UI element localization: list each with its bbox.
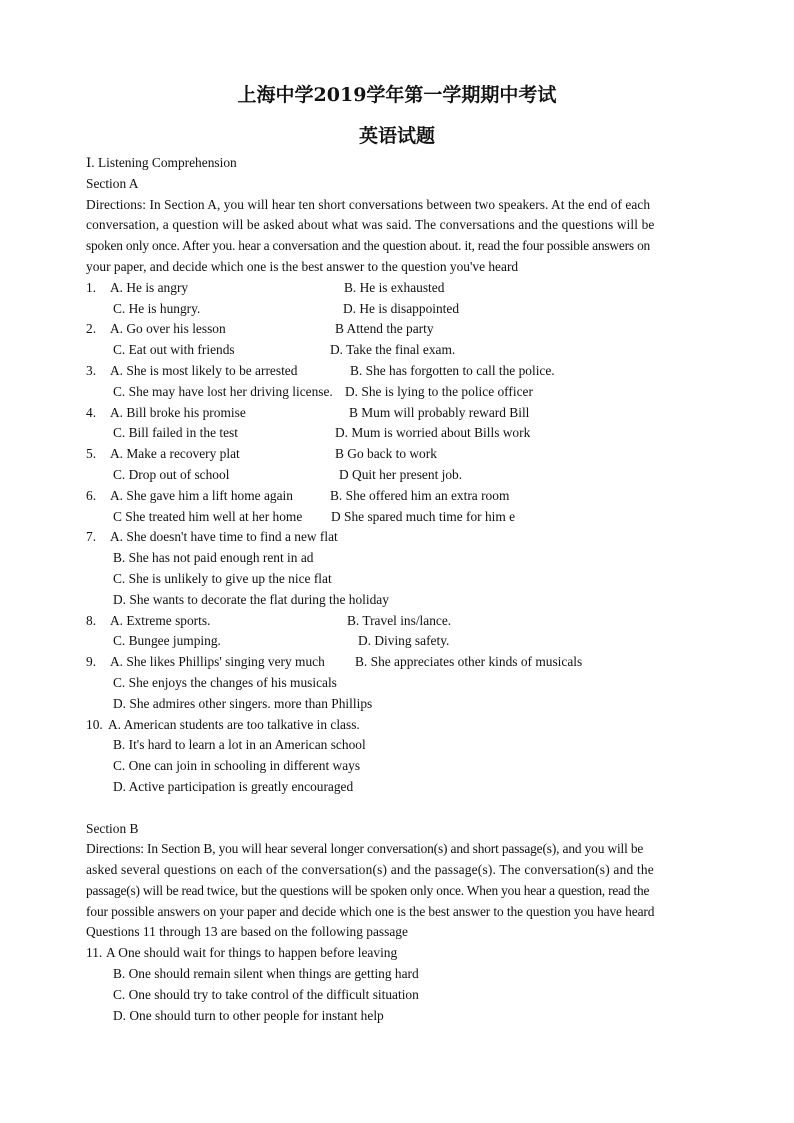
option-b: B. She appreciates other kinds of musicals [355, 654, 583, 670]
question-number: 7. [86, 529, 97, 545]
option-a: A. She is most likely to be arrested [110, 362, 298, 378]
spacer [86, 798, 700, 819]
question-6-row2 [86, 507, 700, 528]
question-8-row2 [86, 631, 700, 652]
option-b: B Attend the party [335, 321, 434, 337]
question-number: 8. [86, 612, 97, 628]
question-2 [86, 319, 700, 340]
option-a: A. She likes Phillips' singing very much [110, 654, 325, 670]
option-d: D. She is lying to the police officer [345, 383, 533, 399]
option-b: B. She offered him an extra room [330, 487, 510, 503]
option-b: B Go back to work [335, 446, 437, 462]
option-b: B. One should remain silent when things are getting hard [113, 966, 419, 982]
option-c: C. One should try to take control of the difficult situation [113, 986, 419, 1002]
question-number: 4. [86, 404, 97, 420]
section-b-directions-line: passage(s) will be read twice, but the questions will be spoken only once. When you hear a question, read the [86, 882, 650, 898]
question-2-row2 [86, 340, 700, 361]
option-a: A. She gave him a lift home again [110, 487, 293, 503]
question-1-row2 [86, 299, 700, 320]
option-d: D. Active participation is greatly encouraged [113, 778, 354, 794]
page-title: 上海中学2019学年第一学期期中考试 [237, 84, 557, 106]
option-a: A One should wait for things to happen before leaving [106, 945, 398, 961]
question-number: 5. [86, 446, 97, 462]
option-b: B. It's hard to learn a lot in an American school [113, 737, 366, 753]
question-number: 6. [86, 487, 97, 503]
option-a: A. American students are too talkative in class. [108, 716, 360, 732]
section-a-directions-line: your paper, and decide which one is the best answer to the question you've heard [86, 258, 519, 274]
option-a: A. He is angry [110, 279, 189, 295]
section-b-heading: Section B [86, 820, 139, 836]
option-a: A. Make a recovery plat [110, 446, 240, 462]
option-b: B. He is exhausted [344, 279, 445, 295]
question-4-row2 [86, 423, 700, 444]
option-d: D. She admires other singers. more than Phillips [113, 695, 373, 711]
section-b-directions-line: four possible answers on your paper and decide which one is the best answer to the question you have heard [86, 903, 655, 919]
question-1 [86, 278, 700, 299]
page-subtitle: 英语试题 [358, 125, 435, 147]
question-3-row2 [86, 382, 700, 403]
question-number: 2. [86, 321, 97, 337]
option-c: C She treated him well at her home [113, 508, 303, 524]
section-b-directions-line: Directions: In Section B, you will hear several longer conversation(s) and short passage(s), and you will be [86, 841, 644, 857]
option-c: C. She may have lost her driving license. [113, 383, 333, 399]
option-a: A. She doesn't have time to find a new flat [110, 529, 338, 545]
question-10 [86, 715, 700, 736]
option-d: D. Mum is worried about Bills work [335, 425, 531, 441]
section-a-directions-line: spoken only once. After you. hear a conversation and the question about. it, read the four possible answers on [86, 238, 651, 254]
option-d: D. He is disappointed [343, 300, 460, 316]
option-c: C. Bungee jumping. [113, 633, 221, 649]
question-number: 10. [86, 716, 103, 732]
question-number: 3. [86, 362, 97, 378]
option-d: D Quit her present job. [339, 466, 463, 482]
option-d: D She spared much time for him e [331, 508, 516, 524]
option-a: A. Go over his lesson [110, 321, 226, 337]
section-b-directions-line: asked several questions on each of the conversation(s) and the passage(s). The conversation(s) and the [86, 862, 654, 878]
section-a-heading: Section A [86, 175, 139, 191]
option-d: D. One should turn to other people for instant help [113, 1007, 384, 1023]
option-c: C. She is unlikely to give up the nice flat [113, 570, 332, 586]
option-a: A. Bill broke his promise [110, 404, 246, 420]
option-d: D. Diving safety. [358, 633, 450, 649]
question-3 [86, 361, 700, 382]
question-9 [86, 652, 700, 673]
option-c: C. One can join in schooling in different ways [113, 758, 361, 774]
option-b: B Mum will probably reward Bill [349, 404, 530, 420]
question-number: 11. [86, 945, 103, 961]
question-5 [86, 444, 700, 465]
section-b-intro: Questions 11 through 13 are based on the following passage [86, 924, 408, 940]
option-b: B. She has not paid enough rent in ad [113, 550, 314, 566]
exam-content [86, 153, 700, 1026]
question-6 [86, 486, 700, 507]
question-11 [86, 943, 700, 964]
option-a: A. Extreme sports. [110, 612, 211, 628]
question-8 [86, 611, 700, 632]
option-c: C. Drop out of school [113, 466, 230, 482]
section-a-directions-line: conversation, a question will be asked about what was said. The conversations and the questions will be [86, 217, 655, 233]
option-d: D. She wants to decorate the flat during the holiday [113, 591, 389, 607]
question-number: 1. [86, 279, 97, 295]
section-a-directions-line: Directions: In Section A, you will hear ten short conversations between two speakers. At the end of each [86, 196, 651, 212]
option-d: D. Take the final exam. [330, 342, 456, 358]
option-c: C. She enjoys the changes of his musicals [113, 674, 337, 690]
option-c: C. Eat out with friends [113, 342, 235, 358]
part-heading: Ⅰ. Listening Comprehension [86, 155, 237, 170]
option-c: C. He is hungry. [113, 300, 201, 316]
question-7 [86, 527, 700, 548]
question-4 [86, 403, 700, 424]
question-5-row2 [86, 465, 700, 486]
option-b: B. Travel ins/lance. [347, 612, 452, 628]
option-c: C. Bill failed in the test [113, 425, 238, 441]
question-number: 9. [86, 654, 97, 670]
option-b: B. She has forgotten to call the police. [350, 362, 555, 378]
